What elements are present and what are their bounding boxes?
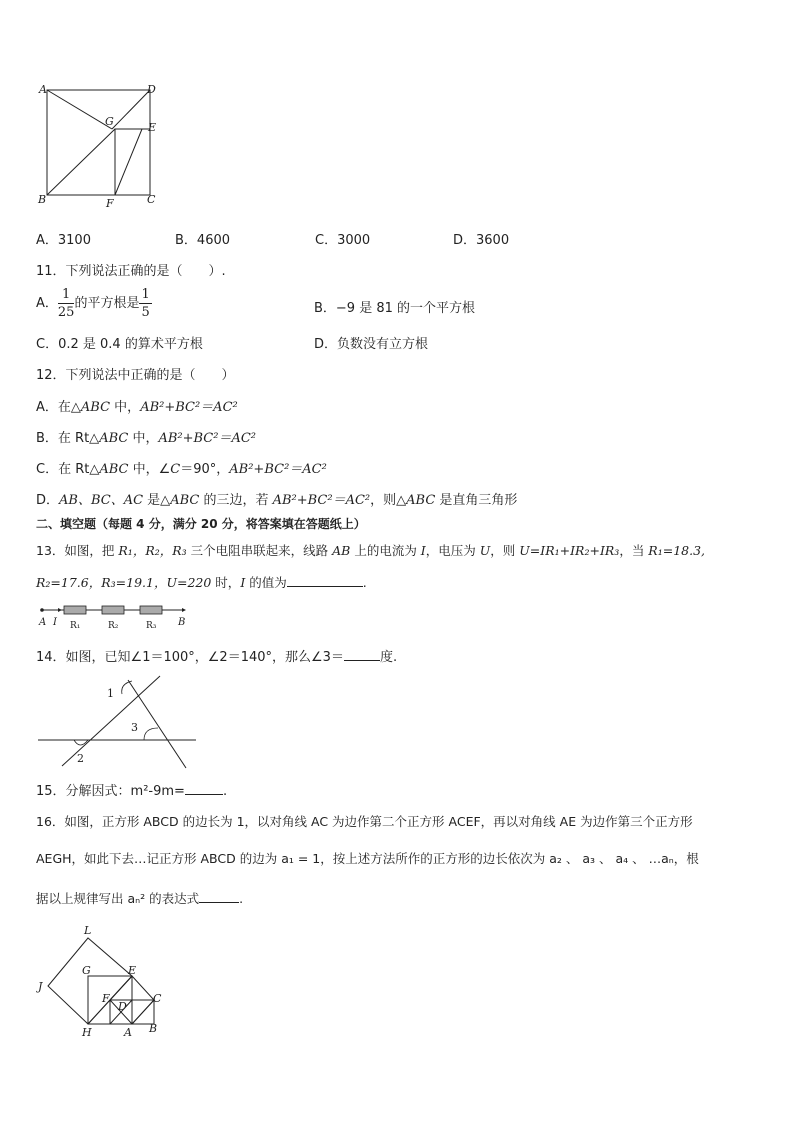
q13-r1-value: R₁=18.3,	[648, 543, 705, 558]
q11-a-fraction	[58, 286, 75, 321]
q15-t2: .	[222, 784, 228, 799]
q12-option-b	[36, 427, 256, 446]
q13-t1: 13．如图，把	[36, 543, 119, 558]
q12-a-abc: ABC	[80, 400, 111, 415]
resistor-r1	[64, 606, 86, 614]
q12-b-mid: 中，	[128, 431, 159, 446]
q13-resistors: R₁，R₂，R₃	[118, 543, 187, 558]
q16-t2: 的表达式	[145, 891, 200, 906]
q11-a-prefix: A．	[36, 296, 58, 311]
line-bg	[47, 129, 115, 195]
q13-formula: U=IR₁+IR₂+IR₃	[519, 543, 620, 558]
q13-circuit-figure	[36, 602, 196, 632]
q12-option-a	[36, 396, 238, 415]
label-b: B	[38, 193, 47, 206]
q13-ab: AB	[332, 543, 351, 558]
q14-answer-blank[interactable]	[344, 648, 380, 661]
q11-a-numerator: 1	[58, 286, 75, 304]
diag-ac	[132, 1000, 154, 1024]
label-e: E	[128, 964, 137, 977]
q12-a-eq: AB²+BC²＝AC²	[140, 400, 238, 415]
q15-answer-blank[interactable]	[185, 782, 223, 795]
q12-c-angle: ＝90°，	[180, 462, 230, 477]
q14-text	[36, 646, 397, 665]
q12-c-c: C	[170, 462, 181, 477]
resistor-r3	[140, 606, 162, 614]
label-f: F	[106, 197, 114, 210]
q16-line2: AEGH，如此下去…记正方形 ABCD 的边为 a₁ = 1，按上述方法所作的正方形的边长依次为 a₂ 、 a₃ 、 a₄ 、 …aₙ，根	[36, 851, 699, 866]
line-fe	[115, 129, 142, 195]
q16-line1: 16．如图，正方形 ABCD 的边长为 1，以对角线 AC 为边作第二个正方形 ACEF，再以对角线 AE 为边作第三个正方形	[36, 814, 693, 829]
label-g: G	[82, 964, 91, 977]
q12-d-end: 是直角三角形	[435, 493, 518, 508]
q14-t2: 度.	[379, 650, 398, 665]
section2-heading: 二、填空题（每题 4 分，满分 20 分，将答案填在答题纸上）	[36, 517, 366, 531]
circuit-label-b: B	[178, 617, 186, 628]
q13-i: I	[420, 543, 426, 558]
label-d: D	[147, 83, 156, 96]
q13-t8: 的值为	[245, 575, 287, 590]
q11-option-c: C．0.2 是 0.4 的算术平方根	[36, 337, 203, 352]
q15-text	[36, 780, 227, 799]
q16-answer-blank[interactable]	[199, 890, 239, 903]
q16-end: .	[239, 891, 244, 906]
circuit-label-a: A	[39, 617, 47, 628]
q12-a-pre: A．在△	[36, 400, 81, 415]
q12-c-eq: AB²+BC²＝AC²	[229, 462, 327, 477]
circuit-end-arrow	[182, 608, 186, 612]
q13-line1	[36, 541, 705, 559]
q13-t4: ，电压为	[425, 543, 480, 558]
q12-c-mid: 中，∠	[128, 462, 171, 477]
circuit-terminal-a	[40, 608, 44, 612]
label-a: A	[124, 1026, 132, 1039]
q11-a-middle: 的平方根是	[74, 296, 140, 311]
q13-t7: 时，	[211, 575, 241, 590]
circuit-label-r2: R₂	[108, 621, 119, 631]
q13-t5: ，则	[490, 543, 520, 558]
q12-option-c	[36, 458, 327, 477]
diagonal-ag	[47, 90, 112, 129]
q10-option-b: B．4600	[175, 233, 231, 248]
label-e: E	[148, 121, 157, 134]
q12-c-pre: C．在 Rt△	[36, 462, 100, 477]
q13-end: .	[362, 575, 367, 590]
q10-option-c: C．3000	[315, 233, 371, 248]
label-b: B	[149, 1022, 158, 1035]
resistor-r2	[102, 606, 124, 614]
q12-d-abc: ABC	[170, 493, 200, 508]
circuit-label-r3: R₃	[146, 621, 157, 631]
q12-b-eq: AB²+BC²＝AC²	[158, 431, 257, 446]
label-h: H	[82, 1026, 92, 1039]
q13-t6: ，当	[619, 543, 649, 558]
q14-t1: 14．如图，已知∠1＝100°，∠2＝140°，那么∠3＝	[36, 650, 344, 665]
q12-option-d	[36, 489, 517, 508]
q12-b-abc: ABC	[99, 431, 129, 446]
q15-t1: 15．分解因式：m²-9m=	[36, 784, 185, 799]
q10-square-figure	[30, 80, 170, 210]
q10-option-a: A．3100	[36, 233, 91, 248]
q12-d-mid: 是△	[143, 493, 171, 508]
inner-rect-gecf	[115, 129, 150, 195]
angle-1-label: 1	[107, 687, 114, 700]
q12-d-eq: AB²+BC²＝AC²	[272, 493, 371, 508]
label-a: A	[39, 83, 47, 96]
q12-b-pre: B．在 Rt△	[36, 431, 100, 446]
q11-a-fraction2	[139, 286, 151, 321]
q12-d-pre: D．	[36, 493, 60, 508]
q11-option-a	[36, 286, 152, 321]
q12-c-abc: ABC	[99, 462, 129, 477]
label-d: D	[118, 1000, 127, 1013]
q11-a-denominator: 25	[57, 305, 75, 320]
label-f: F	[102, 992, 110, 1005]
circuit-label-r1: R₁	[70, 621, 81, 631]
q12-stem: 12．下列说法中正确的是（ ）	[36, 368, 235, 383]
angle-3-label: 3	[131, 721, 138, 734]
label-g: G	[105, 115, 114, 128]
q11-option-b: B．−9 是 81 的一个平方根	[314, 301, 476, 316]
angle-3-arc	[144, 728, 158, 740]
q12-d-sides: AB、BC、AC	[59, 493, 144, 508]
line-gd	[112, 90, 150, 129]
label-j: J	[38, 980, 43, 993]
q11-a-denominator2: 5	[141, 305, 150, 320]
q14-angle-figure	[36, 672, 206, 772]
label-l: L	[84, 924, 92, 937]
q16-t1: 据以上规律写出 aₙ²	[36, 891, 146, 906]
label-c: C	[153, 992, 162, 1005]
q11-a-numerator2: 1	[141, 287, 150, 302]
q10-option-d: D．3600	[453, 233, 510, 248]
circuit-label-i: I	[53, 617, 57, 628]
q11-stem: 11．下列说法正确的是（ ）.	[36, 264, 226, 279]
angle-2-label: 2	[77, 752, 84, 765]
q12-d-mid2: 的三边，若	[199, 493, 273, 508]
q13-t3: 上的电流为	[350, 543, 421, 558]
q13-answer-blank[interactable]	[287, 574, 363, 587]
q11-option-d: D．负数没有立方根	[314, 337, 429, 352]
q16-squares-figure	[36, 920, 176, 1045]
q13-i2: I	[240, 575, 246, 590]
q12-a-mid: 中，	[110, 400, 141, 415]
q13-values: R₂=17.6，R₃=19.1，U=220	[36, 575, 212, 590]
q12-d-abc2: ABC	[406, 493, 436, 508]
q16-line3	[36, 889, 243, 907]
label-c: C	[147, 193, 156, 206]
q13-u: U	[479, 543, 491, 558]
q13-line2	[36, 573, 367, 591]
q12-d-mid3: ，则△	[370, 493, 407, 508]
circuit-arrow-head	[58, 608, 62, 612]
q13-t2: 三个电阻串联起来，线路	[186, 543, 333, 558]
